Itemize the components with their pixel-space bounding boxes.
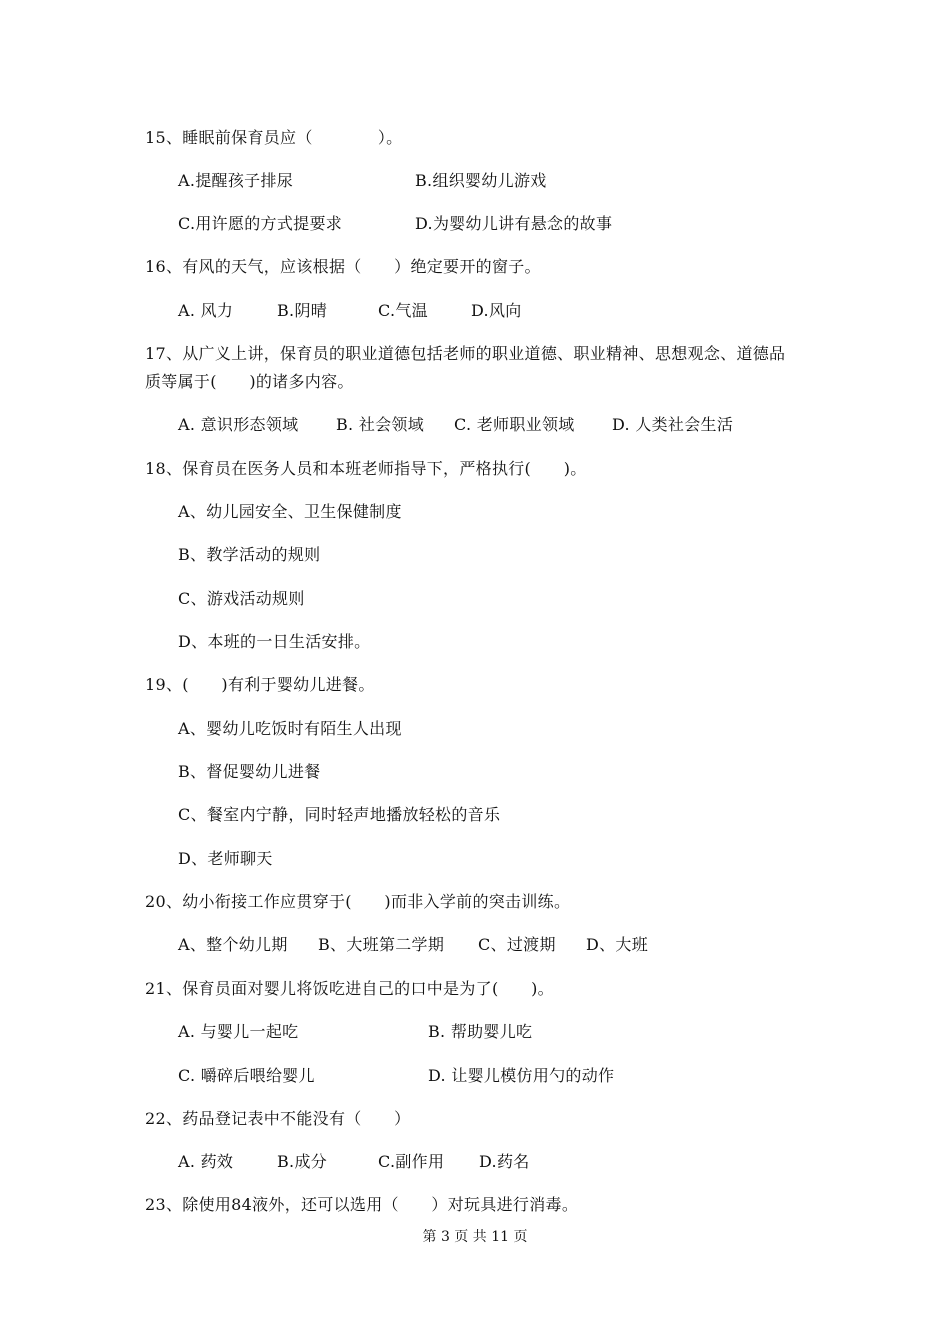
question-16-option-b: B.阴晴 [277, 301, 328, 320]
question-15-stem: 15、睡眠前保育员应（ ）。 [145, 128, 403, 147]
question-17-option-c: C. 老师职业领域 [454, 415, 575, 434]
question-15-option-d: D.为婴幼儿讲有悬念的故事 [415, 214, 613, 233]
question-19-stem: 19、( )有利于婴幼儿进餐。 [145, 675, 375, 694]
question-17-stem-line1: 17、从广义上讲，保育员的职业道德包括老师的职业道德、职业精神、思想观念、道德品 [145, 344, 786, 363]
question-19-option-b: B、督促婴幼儿进餐 [178, 762, 321, 781]
question-15-option-c: C.用许愿的方式提要求 [178, 214, 343, 233]
question-18-option-d: D、本班的一日生活安排。 [178, 632, 371, 651]
question-22-option-a: A. 药效 [178, 1152, 234, 1171]
question-17-option-a: A. 意识形态领域 [178, 415, 299, 434]
question-16-option-d: D.风向 [471, 301, 522, 320]
question-22-stem: 22、药品登记表中不能没有（ ） [145, 1109, 411, 1128]
page-number-footer: 第 3 页 共 11 页 [422, 1229, 528, 1245]
question-19-option-a: A、婴幼儿吃饭时有陌生人出现 [178, 719, 402, 738]
question-22-option-c: C.副作用 [378, 1152, 445, 1171]
question-22-option-b: B.成分 [277, 1152, 328, 1171]
question-20-option-c: C、过渡期 [478, 935, 556, 954]
question-16-option-a: A. 风力 [178, 301, 234, 320]
question-21-option-b: B. 帮助婴儿吃 [428, 1022, 533, 1041]
question-21-stem: 21、保育员面对婴儿将饭吃进自己的口中是为了( )。 [145, 979, 554, 998]
question-18-option-a: A、幼儿园安全、卫生保健制度 [178, 502, 402, 521]
question-16-stem: 16、有风的天气，应该根据（ ）绝定要开的窗子。 [145, 257, 541, 276]
question-21-option-c: C. 嚼碎后喂给婴儿 [178, 1066, 315, 1085]
question-17-stem-line2: 质等属于( )的诸多内容。 [145, 372, 354, 391]
question-22-option-d: D.药名 [479, 1152, 530, 1171]
question-19-option-d: D、老师聊天 [178, 849, 273, 868]
question-20-option-a: A、整个幼儿期 [178, 935, 288, 954]
question-20-option-b: B、大班第二学期 [318, 935, 445, 954]
question-17-option-b: B. 社会领域 [336, 415, 425, 434]
question-15-option-b: B.组织婴幼儿游戏 [415, 171, 547, 190]
question-21-option-d: D. 让婴儿模仿用勺的动作 [428, 1066, 615, 1085]
question-23-stem: 23、除使用84液外，还可以选用（ ）对玩具进行消毒。 [145, 1195, 579, 1214]
question-18-option-c: C、游戏活动规则 [178, 589, 305, 608]
question-20-stem: 20、幼小衔接工作应贯穿于( )而非入学前的突击训练。 [145, 892, 571, 911]
question-15-option-a: A.提醒孩子排尿 [178, 171, 294, 190]
question-17-option-d: D. 人类社会生活 [612, 415, 734, 434]
question-16-option-c: C.气温 [378, 301, 428, 320]
question-18-option-b: B、教学活动的规则 [178, 545, 321, 564]
question-21-option-a: A. 与婴儿一起吃 [178, 1022, 299, 1041]
question-19-option-c: C、餐室内宁静，同时轻声地播放轻松的音乐 [178, 805, 501, 824]
question-20-option-d: D、大班 [586, 935, 649, 954]
question-18-stem: 18、保育员在医务人员和本班老师指导下，严格执行( )。 [145, 459, 587, 478]
